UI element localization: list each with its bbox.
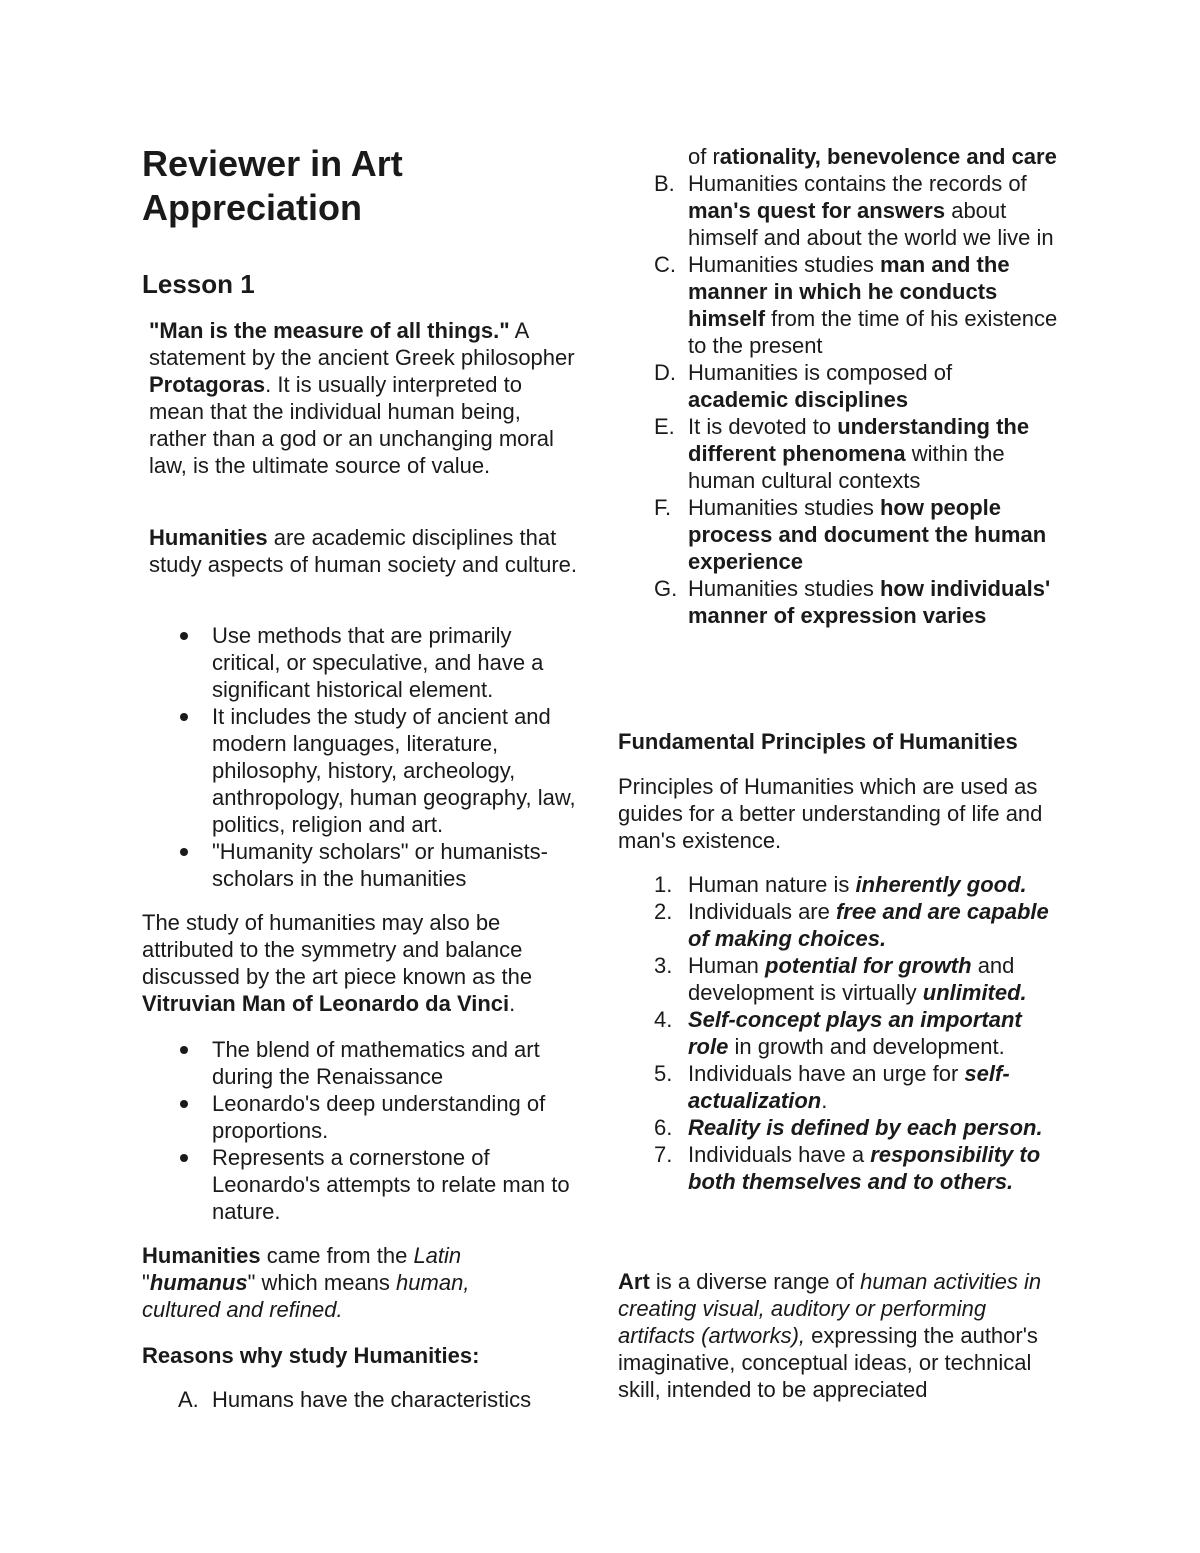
origin-paragraph: Humanities came from the Latin "humanus" which means human, cultured and refined. bbox=[142, 1243, 470, 1322]
intro-paragraph: "Man is the measure of all things." A statement by the ancient Greek philosopher Protagoras. It is usually interpreted to mean that the individual human being, rather than a god or an unchanging moral law, is the ultimate source of value. bbox=[149, 318, 575, 478]
list-item: 4. Self-concept plays an important role in growth and development. bbox=[654, 1007, 1022, 1059]
list-item: E. It is devoted to understanding the different phenomena within the human cultural contexts bbox=[654, 414, 1030, 493]
quote: "Man is the measure of all things." bbox=[149, 318, 510, 343]
list-item: of rationality, benevolence and care bbox=[688, 144, 1057, 169]
list-item: It includes the study of ancient and modern languages, literature, philosophy, history, archeology, anthropology, human geography, law, politics, religion and art. bbox=[142, 703, 582, 838]
list-item: Represents a cornerstone of Leonardo's attempts to relate man to nature. bbox=[142, 1144, 582, 1225]
list-item: C. Humanities studies man and the manner in which he conducts himself from the time of his existence to the present bbox=[654, 252, 1058, 358]
principles-heading: Fundamental Principles of Humanities bbox=[618, 729, 1018, 754]
vitruvian-paragraph: The study of humanities may also be attributed to the symmetry and balance discussed by the art piece known as the Vitruvian Man of Leonardo da Vinci. bbox=[142, 910, 533, 1016]
principles-list bbox=[618, 871, 1058, 1195]
philosopher-name: Protagoras bbox=[149, 372, 266, 397]
list-item: B. Humanities contains the records of man's quest for answers about himself and about the world we live in bbox=[654, 171, 1054, 250]
reasons-heading: Reasons why study Humanities: bbox=[142, 1343, 480, 1368]
vitruvian-bullets bbox=[142, 1036, 582, 1225]
document-title: Reviewer in Art Appreciation bbox=[142, 143, 403, 228]
list-item: "Humanity scholars" or humanists-scholars in the humanities bbox=[142, 838, 582, 892]
list-item: Use methods that are primarily critical, or speculative, and have a significant historical element. bbox=[142, 622, 582, 703]
reasons-list bbox=[618, 143, 1058, 629]
list-item: Leonardo's deep understanding of proportions. bbox=[142, 1090, 582, 1144]
list-item: 1. Human nature is inherently good. bbox=[654, 872, 1027, 897]
list-item: 7. Individuals have a responsibility to both themselves and to others. bbox=[654, 1142, 1041, 1194]
reasons-list-start bbox=[142, 1386, 582, 1413]
list-item: 3. Human potential for growth and development is virtually unlimited. bbox=[654, 953, 1027, 1005]
humanities-definition: Humanities are academic disciplines that study aspects of human society and culture. bbox=[149, 525, 578, 577]
list-item: The blend of mathematics and art during the Renaissance bbox=[142, 1036, 582, 1090]
lesson-heading: Lesson 1 bbox=[142, 269, 255, 299]
list-item: 2. Individuals are free and are capable of making choices. bbox=[654, 899, 1049, 951]
list-item: D. Humanities is composed of academic disciplines bbox=[654, 360, 953, 412]
list-item: 6. Reality is defined by each person. bbox=[654, 1115, 1043, 1140]
list-item: 5. Individuals have an urge for self-actualization. bbox=[654, 1061, 1010, 1113]
list-item: G. Humanities studies how individuals' manner of expression varies bbox=[654, 576, 1051, 628]
vitruvian-man: Vitruvian Man of Leonardo da Vinci bbox=[142, 991, 510, 1016]
list-item: F. Humanities studies how people process and document the human experience bbox=[654, 495, 1047, 574]
art-paragraph: Art is a diverse range of human activities in creating visual, auditory or performing artifacts (artworks), expressing the author's imaginative, conceptual ideas, or technical skill, intended to be appreciated bbox=[618, 1269, 1042, 1402]
list-item: A. Humans have the characteristics bbox=[178, 1387, 532, 1412]
principles-intro: Principles of Humanities which are used as guides for a better understanding of life and man's existence. bbox=[618, 774, 1043, 853]
definition-bullets bbox=[142, 622, 582, 892]
